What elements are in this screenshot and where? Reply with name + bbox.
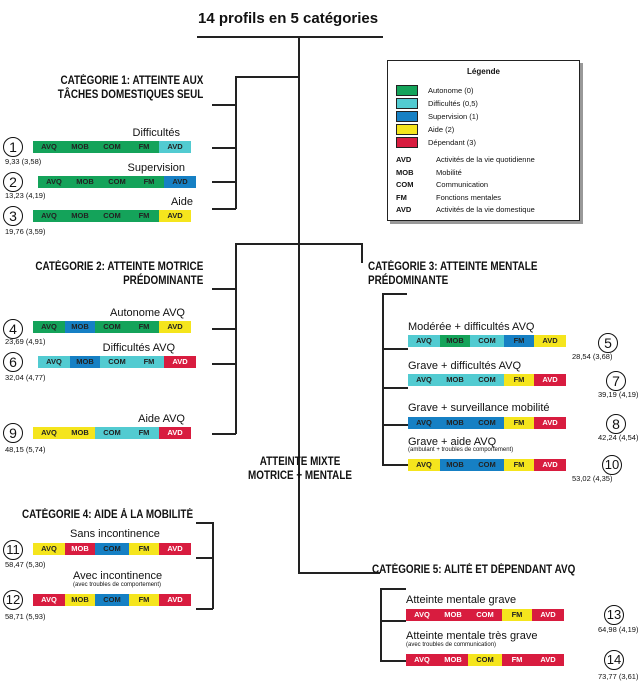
profile-4-label: Autonome AVQ [109,307,185,319]
tree-line [361,243,363,263]
legend-level-label: Dépendant (3) [428,138,476,147]
legend-level-label: Supervision (1) [428,112,479,121]
legend-level-label: Aide (2) [428,125,455,134]
profile-segment-fm: FM [504,374,534,386]
profile-5-number-badge: 5 [598,333,618,353]
profile-7-label: Grave + difficultés AVQ [408,360,522,372]
profile-8-number-badge: 8 [606,414,626,434]
profile-segment-avd: AVD [159,427,191,439]
profile-segment-avd: AVD [159,141,191,153]
tree-line [212,363,236,365]
profile-8-label: Grave + surveillance mobilité [408,402,550,414]
profile-5-score: 28,54 (3,68) [572,352,613,361]
tree-line [380,588,406,590]
profile-segment-fm: FM [134,356,164,368]
profile-3-number-badge: 3 [3,206,23,226]
profile-segment-avd: AVD [164,176,196,188]
legend-abbr: MOB [396,167,414,177]
profile-2-label: Supervision [127,162,185,174]
profile-10-number-badge: 10 [602,455,622,475]
profile-3-label: Aide [170,196,193,208]
profile-14-label: Atteinte mentale très grave [406,630,538,642]
legend-abbr: FM [396,192,407,202]
tree-line [196,522,213,524]
profile-2-number-badge: 2 [3,172,23,192]
profile-segment-avq: AVQ [33,321,65,333]
profile-segment-com: COM [100,356,134,368]
profile-13-number-badge: 13 [604,605,624,625]
profile-segment-avq: AVQ [33,594,65,606]
tree-line [382,293,384,465]
profile-segment-fm: FM [504,417,534,429]
profile-segment-com: COM [468,609,502,621]
tree-line [197,36,383,38]
profile-13-score: 64,98 (4,19) [598,625,638,634]
profile-9-number-badge: 9 [3,423,23,443]
legend-swatch [396,137,418,148]
profile-13-label: Atteinte mentale grave [406,594,517,606]
profile-segment-avd: AVD [534,417,566,429]
tree-line [212,288,236,290]
tree-line [382,424,408,426]
profile-segment-mob: MOB [65,141,95,153]
legend-level-row [396,98,478,109]
profile-segment-mob: MOB [438,654,468,666]
tree-line [380,588,382,660]
category-3-heading: CATÉGORIE 3: ATTEINTE MENTALE PRÉDOMINANTE [368,261,538,287]
profile-segment-avq: AVQ [406,654,438,666]
legend-abbr-row [396,168,462,177]
profile-6-score: 32,04 (4,77) [5,373,46,382]
legend-title: Légende [467,67,500,76]
profile-segment-mob: MOB [65,594,95,606]
legend-swatch [396,111,418,122]
profile-11-score: 58,47 (5,30) [5,560,46,569]
profile-segment-mob: MOB [440,459,470,471]
profile-segment-mob: MOB [65,427,95,439]
legend-level-row [396,85,473,96]
profile-segment-mob: MOB [65,321,95,333]
profile-4-number-badge: 4 [3,319,23,339]
profile-2-bar [38,176,196,188]
profile-segment-avq: AVQ [33,141,65,153]
tree-line [382,348,408,350]
tree-line [380,620,406,622]
profile-4-score: 23,69 (4,91) [5,337,46,346]
profile-segment-mob: MOB [65,210,95,222]
profile-segment-com: COM [95,321,129,333]
profile-14-score: 73,77 (3,61) [598,672,638,681]
profile-segment-fm: FM [129,427,159,439]
tree-line [212,208,236,210]
profile-segment-avq: AVQ [33,210,65,222]
legend-level-row [396,124,454,135]
profile-segment-avq: AVQ [408,335,440,347]
profile-10-score: 53,02 (4,35) [572,474,613,483]
profile-8-bar [408,417,566,429]
tree-line [235,76,237,209]
profile-2-score: 13,23 (4,19) [5,191,46,200]
profile-segment-fm: FM [129,543,159,555]
tree-line [235,243,362,245]
legend-abbr-row [396,155,535,164]
legend-abbr-desc: Mobilité [436,167,462,177]
profile-11-label: Sans incontinence [70,528,160,540]
legend-abbr-desc: Communication [436,180,489,189]
profile-segment-avd: AVD [534,459,566,471]
profile-segment-com: COM [95,543,129,555]
profile-6-bar [38,356,196,368]
profile-segment-avq: AVQ [38,356,70,368]
tree-line [212,522,214,609]
tree-line [382,293,407,295]
profile-segment-avq: AVQ [33,427,65,439]
legend-abbr-desc: Fonctions mentales [436,192,502,202]
profile-8-score: 42,24 (4,54) [598,433,638,442]
legend-level-label: Difficultés (0,5) [428,99,478,108]
profile-segment-mob: MOB [438,609,468,621]
legend-abbr-row [396,193,501,202]
profile-1-number-badge: 1 [3,137,23,157]
profile-segment-com: COM [95,210,129,222]
profile-segment-fm: FM [504,459,534,471]
profile-14-number-badge: 14 [604,650,624,670]
tree-line [212,104,236,106]
legend-abbr-desc: Activités de la vie domestique [436,205,535,214]
profile-segment-com: COM [95,141,129,153]
profile-segment-fm: FM [129,594,159,606]
profile-segment-com: COM [468,654,502,666]
category-1-heading: CATÉGORIE 1: ATTEINTE AUX TÂCHES DOMESTIQUES SEUL [57,75,204,101]
legend-abbr-desc: Activités de la vie quotidienne [436,155,535,164]
tree-line [196,608,213,610]
profile-segment-com: COM [470,459,504,471]
legend-swatch [396,85,418,96]
legend-abbr-row [396,205,535,214]
profile-12-sublabel: (avec troubles de comportement) [73,582,162,588]
profile-segment-avd: AVD [159,543,191,555]
profile-segment-avd: AVD [164,356,196,368]
profile-14-bar [406,654,564,666]
profile-segment-fm: FM [502,654,532,666]
tree-line [382,464,408,466]
legend-level-label: Autonome (0) [428,86,474,95]
category-4-heading: CATÉGORIE 4: AIDE À LA MOBILITÉ [22,509,194,521]
profile-1-bar [33,141,191,153]
profile-9-bar [33,427,191,439]
profile-segment-mob: MOB [65,543,95,555]
profile-segment-com: COM [470,335,504,347]
profile-segment-com: COM [470,374,504,386]
profile-segment-com: COM [470,417,504,429]
legend-level-row [396,111,478,122]
legend-abbr: COM [396,180,414,189]
profile-segment-mob: MOB [440,335,470,347]
profile-segment-mob: MOB [440,374,470,386]
tree-line [212,181,236,183]
profile-segment-fm: FM [129,210,159,222]
tree-line [235,76,298,78]
mixed-heading: ATTEINTE MIXTE MOTRICE + MENTALE [248,456,352,482]
profile-segment-avq: AVQ [408,459,440,471]
profile-segment-avq: AVQ [406,609,438,621]
profile-6-number-badge: 6 [3,352,23,372]
profile-9-label: Aide AVQ [138,413,185,425]
profile-5-bar [408,335,566,347]
tree-line [196,557,213,559]
profile-segment-avd: AVD [532,609,564,621]
profile-segment-avq: AVQ [408,374,440,386]
profile-10-bar [408,459,566,471]
profile-segment-avq: AVQ [38,176,70,188]
tree-line [235,243,237,434]
profile-3-score: 19,76 (3,59) [5,227,46,236]
profile-segment-avd: AVD [159,321,191,333]
profile-3-bar [33,210,191,222]
profile-segment-mob: MOB [70,176,100,188]
profile-7-number-badge: 7 [606,371,626,391]
profile-9-score: 48,15 (5,74) [5,445,46,454]
profile-segment-avq: AVQ [33,543,65,555]
profile-segment-com: COM [100,176,134,188]
tree-line [382,387,408,389]
tree-line [298,37,300,573]
profile-10-label: Grave + aide AVQ [408,436,497,448]
profile-segment-mob: MOB [70,356,100,368]
profile-13-bar [406,609,564,621]
profile-1-score: 9,33 (3,58) [5,157,42,166]
category-5-heading: CATÉGORIE 5: ALITÉ ET DÉPENDANT AVQ [372,564,576,576]
tree-line [212,328,236,330]
profile-segment-fm: FM [502,609,532,621]
profile-segment-avd: AVD [159,594,191,606]
tree-line [212,433,236,435]
legend-level-row [396,137,476,148]
legend-abbr: AVD [396,205,412,214]
profile-7-score: 39,19 (4,19) [598,390,638,399]
profile-12-label: Avec incontinence [73,570,163,582]
legend-swatch [396,124,418,135]
profile-14-sublabel: (avec troubles de communication) [406,642,497,648]
profile-segment-avd: AVD [534,374,566,386]
profile-6-label: Difficultés AVQ [102,342,175,354]
profile-7-bar [408,374,566,386]
tree-line [298,572,380,574]
profile-12-bar [33,594,191,606]
profile-segment-avd: AVD [159,210,191,222]
category-2-heading: CATÉGORIE 2: ATTEINTE MOTRICE PRÉDOMINANTE [35,261,203,287]
page-title: 14 profils en 5 catégories [198,10,379,27]
legend-abbr: AVD [396,155,412,164]
profile-5-label: Modérée + difficultés AVQ [408,321,535,333]
tree-line [380,660,406,662]
profile-segment-fm: FM [129,321,159,333]
profile-11-number-badge: 11 [3,540,23,560]
profile-segment-com: COM [95,594,129,606]
profile-10-sublabel: (ambulant + troubles de comportement) [408,447,514,453]
tree-line [212,147,236,149]
profile-1-label: Difficultés [132,127,180,139]
profile-segment-avq: AVQ [408,417,440,429]
profile-segment-fm: FM [134,176,164,188]
profile-12-number-badge: 12 [3,590,23,610]
legend-swatch [396,98,418,109]
legend-box [387,60,580,221]
profile-11-bar [33,543,191,555]
profile-segment-mob: MOB [440,417,470,429]
legend-abbr-row [396,180,488,189]
profile-segment-avd: AVD [532,654,564,666]
profile-4-bar [33,321,191,333]
profile-segment-com: COM [95,427,129,439]
profile-segment-fm: FM [504,335,534,347]
profile-segment-avd: AVD [534,335,566,347]
profile-segment-fm: FM [129,141,159,153]
profile-12-score: 58,71 (5,93) [5,612,46,621]
